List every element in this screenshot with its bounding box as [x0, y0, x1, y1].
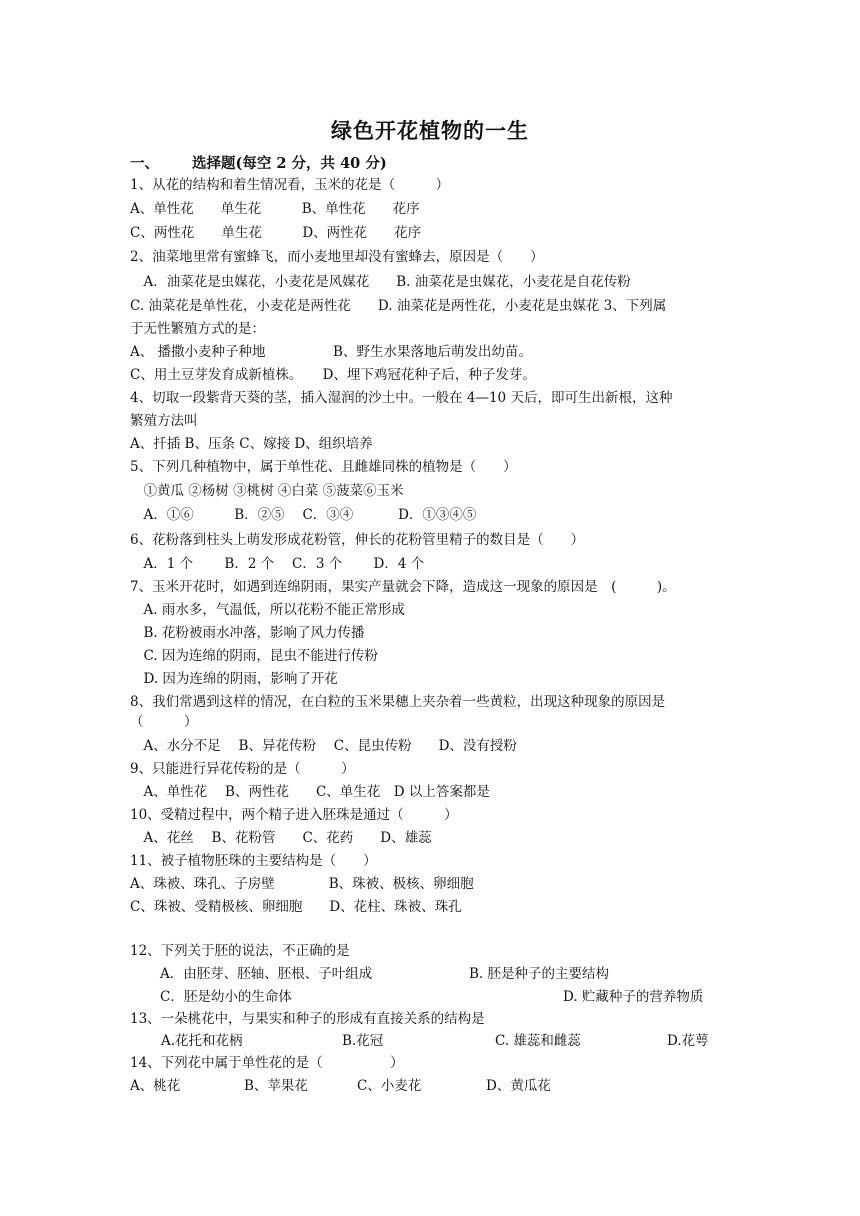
q4-stem: 4、切取一段紫背天葵的茎，插入湿润的沙土中。一般在 4—10 天后，即可生出新根，这种 [130, 390, 673, 406]
q8-stem: 8、我们常遇到这样的情况，在白粒的玉米果穗上夹杂着一些黄粒，出现这种现象的原因是 [130, 694, 666, 710]
q3-stem-cont: 于无性繁殖方式的是： [130, 321, 265, 337]
q2-stem: 2、油菜地里常有蜜蜂飞，而小麦地里却没有蜜蜂去，原因是（ ） [130, 249, 544, 265]
q5-stem: 5、下列几种植物中，属于单性花、且雌雄同株的植物是（ ） [130, 459, 517, 475]
q14-option-c: C、小麦花 [357, 1078, 422, 1094]
q9-options: A、单性花 B、两性花 C、单生花 D 以上答案都是 [130, 784, 490, 800]
q2-options-cd: C. 油菜花是单性花，小麦花是两性花 D. 油菜花是两性花，小麦花是虫媒花 3、下列属 [130, 298, 667, 314]
q2-options-ab: A．油菜花是虫媒花，小麦花是风媒花 B. 油菜花是虫媒花，小麦花是自花传粉 [130, 274, 631, 290]
section-heading [130, 152, 387, 173]
q3-options-cd: C、用土豆芽发育成新植株。 D、埋下鸡冠花种子后，种子发芽。 [130, 367, 536, 383]
q13-option-a: A.花托和花柄 [161, 1033, 243, 1049]
q12-option-a: A．由胚芽、胚轴、胚根、子叶组成 [160, 966, 373, 982]
q10-options: A、花丝 B、花粉管 C、花药 D、雄蕊 [130, 830, 432, 846]
q13-option-d: D.花萼 [667, 1033, 709, 1049]
q14-stem: 14、下列花中属于单性花的是（ ） [130, 1055, 404, 1071]
q6-stem: 6、花粉落到柱头上萌发形成花粉管，伸长的花粉管里精子的数目是（ ） [130, 532, 585, 548]
q12-option-b: B. 胚是种子的主要结构 [469, 966, 610, 982]
q14-option-a: A、桃花 [130, 1078, 181, 1094]
q10-stem: 10、受精过程中，两个精子进入胚珠是通过（ ） [130, 807, 458, 823]
q14-option-d: D、黄瓜花 [486, 1078, 551, 1094]
q4-options: A、扦插 B、压条 C、嫁接 D、组织培养 [130, 436, 373, 452]
q12-option-c: C．胚是幼小的生命体 [160, 989, 292, 1005]
q4-stem-cont: 繁殖方法叫 [130, 413, 198, 429]
q8-options: A、水分不足 B、异花传粉 C、昆虫传粉 D、没有授粉 [130, 738, 517, 754]
q9-stem: 9、只能进行异花传粉的是（ ） [130, 761, 355, 777]
q13-stem: 13、一朵桃花中，与果实和种子的形成有直接关系的结构是 [130, 1011, 485, 1027]
section-number: 一、 [130, 155, 159, 172]
q11-options-ab: A、珠被、珠孔、子房壁 B、珠被、极核、卵细胞 [130, 876, 474, 892]
q1-options-ab: A、单性花 单生花 B、单性花 花序 [130, 201, 420, 217]
q3-options-ab: A、 播撒小麦种子种地 B、野生水果落地后萌发出幼苗。 [130, 344, 532, 360]
q6-options: A．1 个 B．2 个 C．3 个 D．4 个 [130, 556, 425, 572]
q8-stem-cont: （ ） [130, 714, 198, 730]
q11-stem: 11、被子植物胚珠的主要结构是（ ） [130, 853, 377, 869]
q13-option-b: B.花冠 [342, 1033, 384, 1049]
q11-options-cd: C、珠被、受精极核、卵细胞 D、花柱、珠被、珠孔 [130, 899, 462, 915]
page-title: 绿色开花植物的一生 [331, 118, 529, 143]
q5-options: A．①⑥ B．②⑤ C．③④ D．①③④⑤ [130, 507, 477, 523]
q13-option-c: C. 雄蕊和雌蕊 [495, 1033, 581, 1049]
q1-options-cd: C、两性花 单生花 D、两性花 花序 [130, 225, 422, 241]
q7-option-d: D. 因为连绵的阴雨，影响了开花 [130, 671, 338, 687]
q7-option-a: A. 雨水多，气温低，所以花粉不能正常形成 [130, 602, 405, 618]
q14-option-b: B、苹果花 [244, 1078, 308, 1094]
q7-option-c: C. 因为连绵的阴雨，昆虫不能进行传粉 [130, 648, 378, 664]
q7-stem: 7、玉米开花时，如遇到连绵阴雨，果实产量就会下降，造成这一现象的原因是 ( )。 [130, 579, 676, 595]
section-label: 选择题(每空 2 分，共 40 分) [192, 155, 387, 172]
q12-option-d: D. 贮藏种子的营养物质 [563, 989, 704, 1005]
q12-stem: 12、下列关于胚的说法，不正确的是 [130, 943, 350, 959]
q1-stem: 1、从花的结构和着生情况看，玉米的花是（ ） [130, 177, 450, 193]
q7-option-b: B. 花粉被雨水冲落，影响了风力传播 [130, 625, 365, 641]
q5-items: ①黄瓜 ②杨树 ③桃树 ④白菜 ⑤菠菜⑥玉米 [130, 483, 404, 499]
